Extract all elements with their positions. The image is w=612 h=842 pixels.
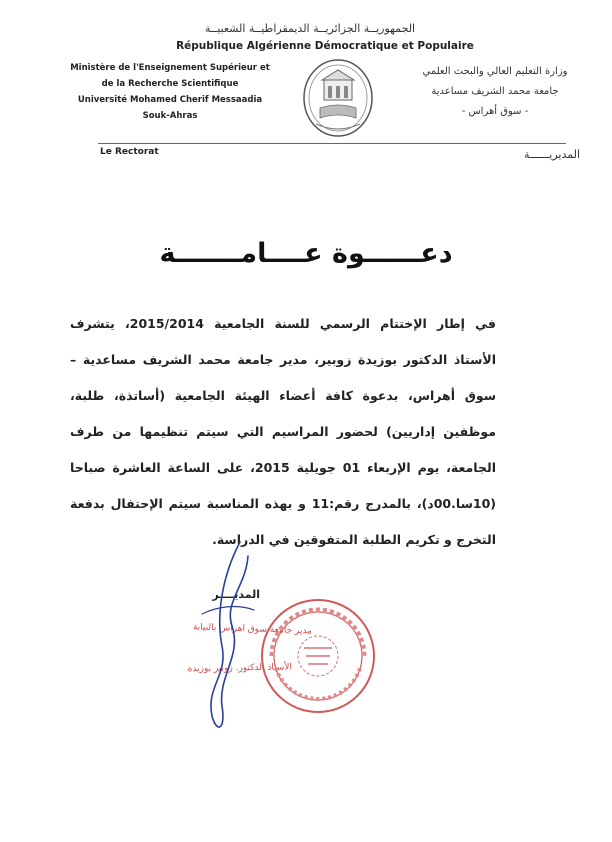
official-seal: [258, 596, 378, 716]
header-divider: [98, 143, 566, 144]
header-french-institution: [70, 60, 270, 124]
stamp-line-title: مدير جامعة سوق اهراس بالنيابة: [192, 622, 313, 637]
arabic-line-university: جامعة محمد الشريف مساعدية: [431, 86, 559, 97]
header-arabic-institution: [395, 62, 595, 122]
director-signature: [192, 536, 262, 736]
director-label: المديــــر: [212, 588, 260, 601]
french-line-ministry: Ministère de l'Enseignement Supérieur et: [70, 63, 270, 73]
header-french-republic: République Algérienne Démocratique et Populaire: [176, 40, 474, 52]
stamp-line-name: الأستاذ الدكتور. زوبير بوزيدة: [187, 662, 293, 675]
mudiria-label: المديريــــــة: [524, 148, 580, 161]
french-line-city: Souk-Ahras: [142, 111, 198, 121]
french-line-research: de la Recherche Scientifique: [101, 79, 239, 89]
invitation-body: في إطار الإختتام الرسمي للسنة الجامعية 2015/2014، يتشرف الأستاذ الدكتور بوزيدة زوبير، مدير جامعة محمد الشريف مساعدية – سوق أهراس، بدعوة كافة أعضاء الهيئة الجامعية (أساتذة، طلبة، موظفين إداريين) لحضور المراسيم التي سيتم تنظيمها من طرف الجامعة، يوم الإربعاء 01 جويلية 2015، على الساعة العاشرة صباحا (10سا.00د)، بالمدرج رقم:11 و بهذه المناسبة سيتم الإحتفال بدفعة التخرج و تكريم الطلبة المتفوقين في الدراسة.: [70, 316, 496, 547]
rectorat-label: Le Rectorat: [100, 147, 159, 157]
arabic-line-ministry: وزارة التعليم العالي والبحث العلمي: [422, 66, 568, 77]
university-logo: [302, 58, 374, 138]
header-arabic-republic: الجمهوريــة الجزائريــة الديمقراطيــة الشعبيــة: [204, 22, 416, 35]
document-title: دعــــــوة عــــامـــــــة: [159, 238, 453, 269]
french-line-university: Université Mohamed Cherif Messaadia: [77, 95, 263, 105]
arabic-line-city: - سوق أهراس -: [461, 106, 529, 117]
